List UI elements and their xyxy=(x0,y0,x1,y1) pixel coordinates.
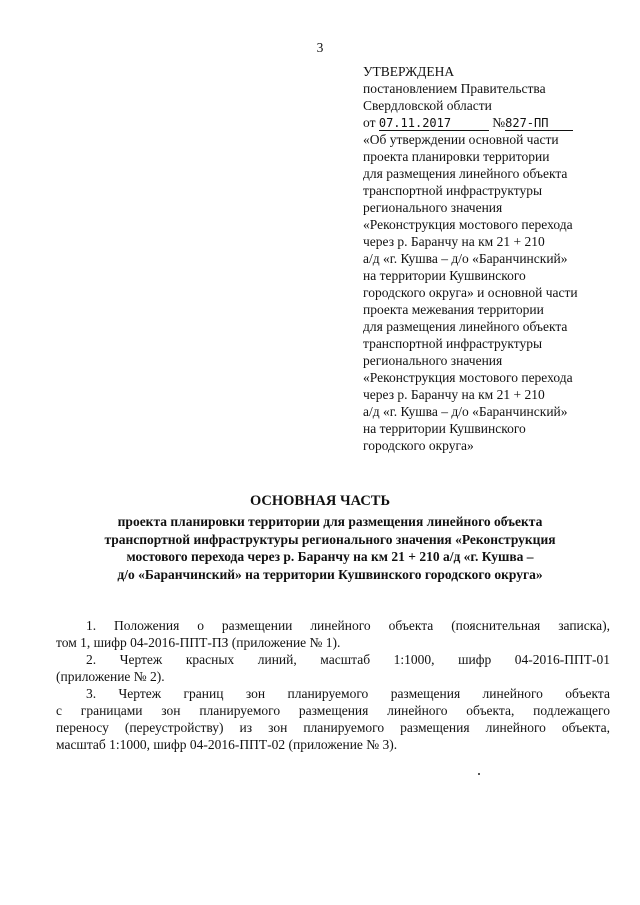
approval-reference-line: транспортной инфраструктуры xyxy=(363,183,543,198)
list-item-line: (приложение № 2). xyxy=(56,669,165,684)
approval-reference-line: регионального значения xyxy=(363,353,503,368)
approval-reference-line: проекта планировки территории xyxy=(363,149,550,164)
list-item-line: с границами зон планируемого размещения линейного объекта, подлежащего xyxy=(56,703,610,718)
number-prefix: № xyxy=(492,115,506,130)
approval-reference-line: городского округа» и основной части xyxy=(363,285,578,300)
approval-line: постановлением Правительства xyxy=(363,81,546,96)
approval-title: УТВЕРЖДЕНА xyxy=(363,64,455,79)
main-heading: ОСНОВНАЯ ЧАСТЬ xyxy=(249,493,391,509)
document-list xyxy=(56,617,610,753)
approval-reference-line: городского округа» xyxy=(363,438,474,453)
approval-reference-line: для размещения линейного объекта xyxy=(363,319,568,334)
subheading-line: мостового перехода через р. Баранчу на км 21 + 210 а/д «г. Кушва – xyxy=(126,549,534,564)
subheading-line: д/о «Баранчинский» на территории Кушвинского городского округа» xyxy=(117,566,543,582)
approval-reference-line: через р. Баранчу на км 21 + 210 xyxy=(363,234,545,249)
scan-speck xyxy=(478,773,480,775)
date-prefix: от xyxy=(363,115,376,130)
approval-date: 07.11.2017 xyxy=(379,116,489,131)
approval-reference-line: «Реконструкция мостового перехода xyxy=(363,370,573,385)
list-item-line: переносу (переустройству) из зон планируемого размещения линейного объекта, xyxy=(56,720,610,735)
page-number: 3 xyxy=(316,40,324,55)
subheading-line: проекта планировки территории для размещения линейного объекта xyxy=(117,514,543,529)
approval-reference-line: для размещения линейного объекта xyxy=(363,166,568,181)
list-item xyxy=(56,617,610,651)
approval-reference-line: на территории Кушвинского xyxy=(363,268,526,283)
list-item-first-line: 2. Чертеж красных линий, масштаб 1:1000, шифр 04-2016-ППТ-01 xyxy=(86,652,610,667)
list-item-first-line: 1. Положения о размещении линейного объекта (пояснительная записка), xyxy=(86,618,610,633)
approval-reference-line: через р. Баранчу на км 21 + 210 xyxy=(363,387,545,402)
approval-reference xyxy=(363,131,613,454)
approval-line: Свердловской области xyxy=(363,98,492,113)
approval-reference-line: на территории Кушвинского xyxy=(363,421,526,436)
approval-date-line xyxy=(363,114,613,131)
list-item-line: масштаб 1:1000, шифр 04-2016-ППТ-02 (приложение № 3). xyxy=(56,737,398,752)
list-item-first-line: 3. Чертеж границ зон планируемого размещения линейного объекта xyxy=(86,686,610,701)
approval-block xyxy=(363,63,613,454)
list-item-line: том 1, шифр 04-2016-ППТ-ПЗ (приложение № 1). xyxy=(56,635,341,650)
approval-reference-line: регионального значения xyxy=(363,200,503,215)
list-item xyxy=(56,651,610,685)
approval-reference-line: «Об утверждении основной части xyxy=(363,132,559,147)
subheading xyxy=(60,513,600,583)
approval-reference-line: транспортной инфраструктуры xyxy=(363,336,543,351)
subheading-line: транспортной инфраструктуры регионального значения «Реконструкция xyxy=(104,531,556,547)
approval-number: 827-ПП xyxy=(505,116,573,131)
approval-reference-line: «Реконструкция мостового перехода xyxy=(363,217,573,232)
approval-reference-line: а/д «г. Кушва – д/о «Баранчинский» xyxy=(363,251,568,266)
approval-reference-line: проекта межевания территории xyxy=(363,302,544,317)
approval-reference-line: а/д «г. Кушва – д/о «Баранчинский» xyxy=(363,404,568,419)
list-item xyxy=(56,685,610,753)
